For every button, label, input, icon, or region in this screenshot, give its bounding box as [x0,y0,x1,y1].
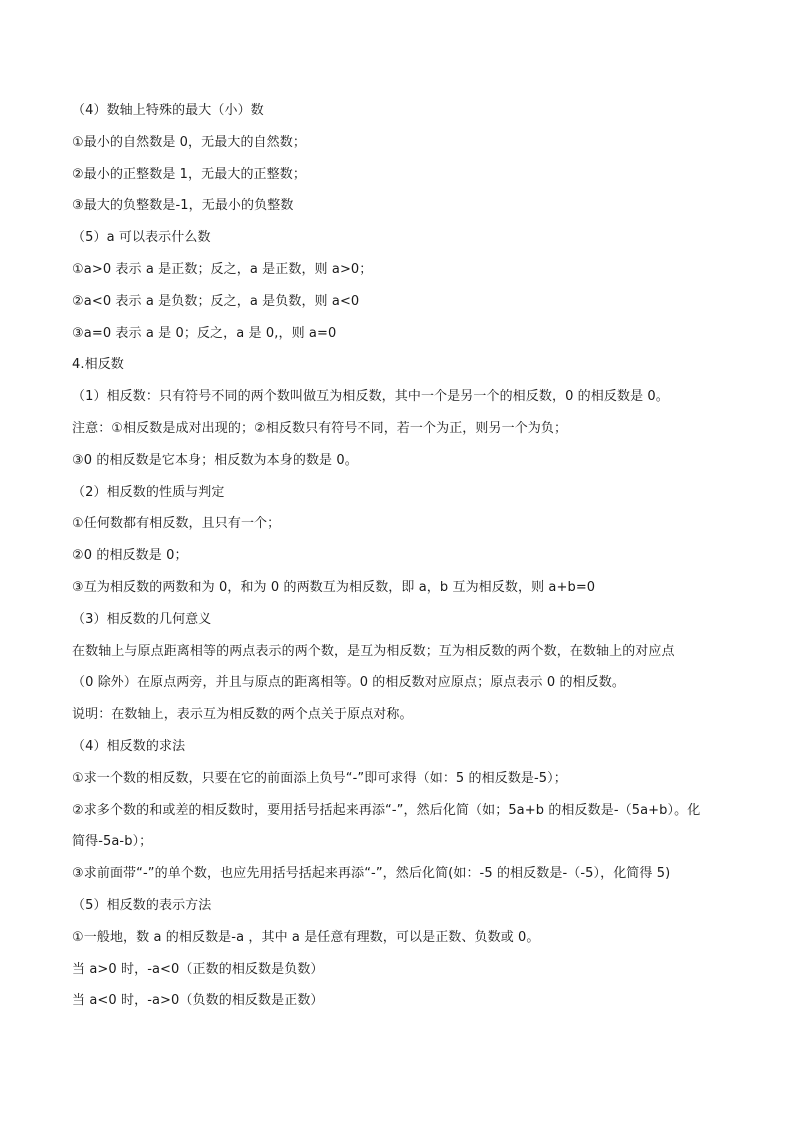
text-line: ②a<0 表示 a 是负数；反之，a 是负数，则 a<0 [72,293,360,309]
text-line: 简得-5a-b）； [72,834,153,850]
text-line: ②0 的相反数是 0； [72,548,188,564]
subheading-geometric-meaning: （3）相反数的几何意义 [72,611,212,627]
text-line: ③求前面带“-”的单个数，也应先用括号括起来再添“-”，然后化简(如：-5 的相反数是-（-5），化简得 5) [72,866,671,882]
text-line: 当 a<0 时，-a>0（负数的相反数是正数） [72,993,324,1009]
text-line: ②最小的正整数是 1，无最大的正整数； [72,166,306,182]
subheading-finding-method: （4）相反数的求法 [72,738,186,754]
text-line: 当 a>0 时，-a<0（正数的相反数是负数） [72,961,324,977]
document-body [72,101,732,1023]
subheading-special-numbers: （4）数轴上特殊的最大（小）数 [72,103,264,118]
text-line: ③a=0 表示 a 是 0；反之，a 是 0,，则 a=0 [72,325,337,341]
note-line: 注意：①相反数是成对出现的；②相反数只有符号不同，若一个为正，则另一个为负； [72,420,568,436]
subheading-properties: （2）相反数的性质与判定 [72,484,225,500]
text-line: ①a>0 表示 a 是正数；反之，a 是正数，则 a>0； [72,261,373,277]
text-line: ③互为相反数的两数和为 0，和为 0 的两数互为相反数，即 a，b 互为相反数，则 a+b=0 [72,579,596,595]
text-line: ②求多个数的和或差的相反数时，要用括号括起来再添“-”，然后化简（如；5a+b 的相反数是-（5a+b）。化 [72,802,701,818]
section-heading-opposite-numbers: 4.相反数 [72,357,124,373]
subheading-what-a-represents: （5）a 可以表示什么数 [72,230,211,246]
text-line: （1）相反数：只有符号不同的两个数叫做互为相反数，其中一个是另一个的相反数，0 的相反数是 0。 [72,389,669,405]
text-line: ①最小的自然数是 0，无最大的自然数； [72,134,306,150]
text-line: ①一般地，数 a 的相反数是-a ，其中 a 是任意有理数，可以是正数、负数或 0。 [72,929,540,945]
subheading-representation: （5）相反数的表示方法 [72,897,212,913]
text-line: （0 除外）在原点两旁，并且与原点的距离相等。0 的相反数对应原点；原点表示 0 的相反数。 [72,675,625,691]
text-line: ③最大的负整数是-1，无最小的负整数 [72,198,294,214]
text-line: ③0 的相反数是它本身；相反数为本身的数是 0。 [72,452,358,468]
text-line: 在数轴上与原点距离相等的两点表示的两个数，是互为相反数；互为相反数的两个数，在数轴上的对应点 [72,643,675,659]
text-line: ①求一个数的相反数，只要在它的前面添上负号“-”即可求得（如：5 的相反数是-5）； [72,770,567,786]
explanation-line: 说明：在数轴上，表示互为相反数的两个点关于原点对称。 [72,707,413,723]
text-line: ①任何数都有相反数，且只有一个； [72,516,281,532]
